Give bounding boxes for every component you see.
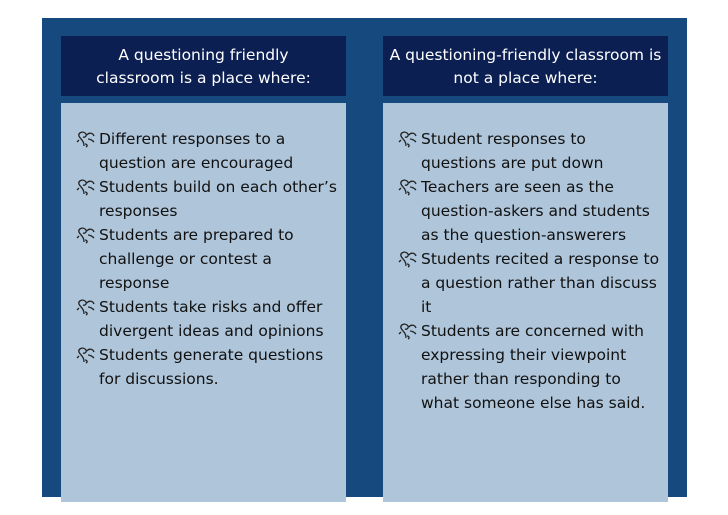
list-item [61,343,346,391]
list-item-text: Student responses to questions are put down [421,130,604,172]
ornamental-swirl-bullet-icon [76,178,96,196]
left-column-panel [61,103,346,502]
list-item-text: Students recited a response to a question rather than discuss it [421,250,660,316]
list-item [383,175,668,247]
ornamental-swirl-bullet-icon [398,130,418,148]
right-bullet-list [383,127,668,415]
list-item [61,127,346,175]
list-item-text: Students are concerned with expressing their viewpoint rather than responding to what someone else has said. [421,322,646,412]
ornamental-swirl-bullet-icon [76,346,96,364]
list-item [61,175,346,223]
right-column-panel [383,103,668,502]
ornamental-swirl-bullet-icon [76,130,96,148]
ornamental-swirl-bullet-icon [398,322,418,340]
list-item-text: Different responses to a question are encouraged [99,130,294,172]
right-column-heading [383,36,668,96]
left-heading-text: A questioning friendly classroom is a place where: [96,46,311,87]
ornamental-swirl-bullet-icon [398,250,418,268]
list-item [383,319,668,415]
list-item [61,223,346,295]
right-heading-text: A questioning-friendly classroom is not a place where: [389,46,662,87]
ornamental-swirl-bullet-icon [76,226,96,244]
ornamental-swirl-bullet-icon [76,298,96,316]
list-item-text: Students are prepared to challenge or contest a response [99,226,294,292]
list-item [61,295,346,343]
left-bullet-list [61,127,346,391]
list-item [383,247,668,319]
ornamental-swirl-bullet-icon [398,178,418,196]
slide [42,18,687,497]
list-item-text: Students generate questions for discussions. [99,346,324,388]
list-item-text: Students take risks and offer divergent ideas and opinions [99,298,324,340]
left-column-heading [61,36,346,96]
list-item-text: Students build on each other’s responses [99,178,337,220]
list-item-text: Teachers are seen as the question-askers and students as the question-answerers [421,178,650,244]
list-item [383,127,668,175]
